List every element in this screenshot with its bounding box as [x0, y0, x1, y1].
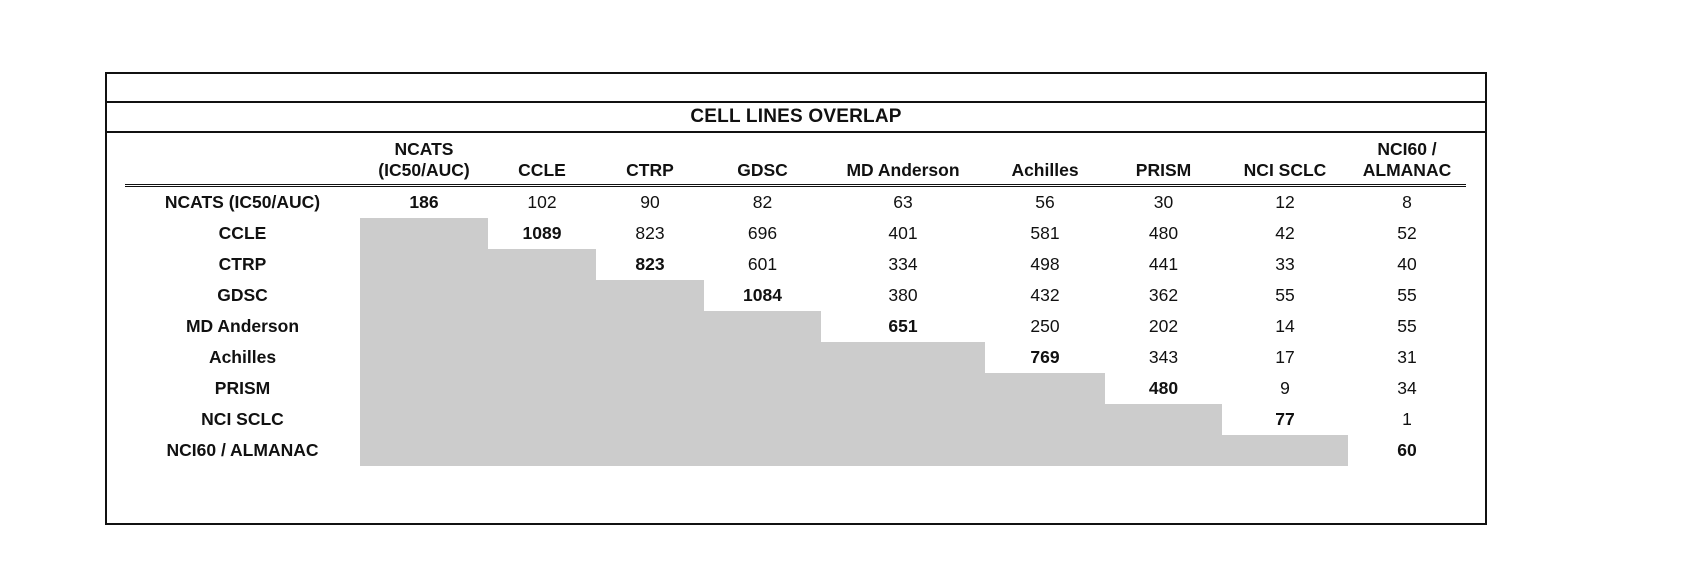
cell-nci60-almanac-ncats-shaded: [360, 435, 488, 466]
cell-gdsc-prism: 362: [1148, 284, 1179, 305]
cell-nci60-almanac-ccle-shaded: [488, 435, 596, 466]
cell-achilles-ctrp-shaded: [596, 342, 704, 373]
table-body: [125, 185, 1466, 466]
cell-prism-gdsc-shaded: [704, 373, 821, 404]
cell-ccle-ncats-shaded: [360, 218, 488, 249]
cell-ncats-achilles: 56: [1035, 191, 1055, 212]
table-row: [125, 249, 1466, 280]
cell-ccle-prism: 480: [1148, 222, 1179, 243]
cell-nci60-almanac-nci-sclc-shaded: [1222, 435, 1348, 466]
row-label-achilles: Achilles: [208, 346, 277, 367]
cell-nci-sclc-prism-shaded: [1105, 404, 1222, 435]
column-header-md-anderson: MD Anderson: [821, 139, 985, 185]
column-header-ccle: CCLE: [488, 139, 596, 185]
column-header-ncats-line1: NCATS: [394, 139, 454, 159]
cell-nci-sclc-nci-sclc: 77: [1275, 408, 1295, 429]
cell-ccle-ccle: 1089: [522, 222, 562, 243]
column-header-prism: PRISM: [1105, 139, 1222, 185]
column-header-nci60-almanac-line1: NCI60 /: [1377, 139, 1437, 159]
column-header-gdsc: GDSC: [704, 139, 821, 185]
row-label-prism: PRISM: [214, 377, 271, 398]
cell-achilles-ncats-shaded: [360, 342, 488, 373]
cell-ncats-ccle: 102: [527, 191, 557, 212]
cell-gdsc-nci-sclc: 55: [1275, 284, 1295, 305]
row-label-ccle: CCLE: [218, 222, 267, 243]
table-corner-cell: [125, 139, 360, 185]
cell-ncats-md-anderson: 63: [893, 191, 913, 212]
cell-nci60-almanac-prism-shaded: [1105, 435, 1222, 466]
cell-achilles-nci-sclc: 17: [1275, 346, 1295, 367]
cell-ctrp-md-anderson: 334: [888, 253, 918, 274]
row-label-nci-sclc: NCI SCLC: [201, 408, 284, 429]
page-title: CELL LINES OVERLAP: [690, 106, 902, 127]
cell-prism-md-anderson-shaded: [821, 373, 985, 404]
cell-prism-prism: 480: [1148, 377, 1179, 398]
table-title-band: [107, 103, 1485, 133]
cell-gdsc-ccle-shaded: [488, 280, 596, 311]
cell-md-anderson-prism: 202: [1148, 315, 1179, 336]
row-label-gdsc: GDSC: [217, 284, 268, 305]
cell-achilles-nci60-almanac: 31: [1397, 346, 1417, 367]
row-label-nci60-almanac: NCI60 / ALMANAC: [166, 439, 319, 460]
cell-ccle-md-anderson: 401: [888, 222, 918, 243]
cell-ctrp-achilles: 498: [1030, 253, 1060, 274]
cell-gdsc-gdsc: 1084: [743, 284, 782, 305]
cell-prism-achilles-shaded: [985, 373, 1105, 404]
cell-achilles-gdsc-shaded: [704, 342, 821, 373]
cell-gdsc-nci60-almanac: 55: [1397, 284, 1417, 305]
cell-gdsc-ncats-shaded: [360, 280, 488, 311]
table-row: [125, 280, 1466, 311]
column-header-nci60-almanac: [1348, 139, 1466, 185]
cell-nci-sclc-gdsc-shaded: [704, 404, 821, 435]
cell-gdsc-ctrp-shaded: [596, 280, 704, 311]
cell-md-anderson-md-anderson: 651: [888, 315, 918, 336]
cell-nci-sclc-ctrp-shaded: [596, 404, 704, 435]
table-row: [125, 373, 1466, 404]
cell-gdsc-achilles: 432: [1030, 284, 1060, 305]
cell-md-anderson-ctrp-shaded: [596, 311, 704, 342]
cell-prism-nci-sclc: 9: [1280, 377, 1290, 398]
row-label-ctrp: CTRP: [218, 253, 267, 274]
cell-achilles-achilles: 769: [1030, 346, 1060, 367]
table-header-row: [125, 139, 1466, 185]
table-row: [125, 218, 1466, 249]
cell-md-anderson-ncats-shaded: [360, 311, 488, 342]
cell-ctrp-ctrp: 823: [635, 253, 665, 274]
column-header-achilles: Achilles: [985, 139, 1105, 185]
cell-nci-sclc-ccle-shaded: [488, 404, 596, 435]
cell-md-anderson-achilles: 250: [1030, 315, 1060, 336]
cell-nci60-almanac-ctrp-shaded: [596, 435, 704, 466]
cell-ncats-ncats: 186: [409, 191, 439, 212]
cell-ctrp-prism: 441: [1148, 253, 1179, 274]
table-row: [125, 311, 1466, 342]
cell-lines-overlap-table-box: [105, 72, 1487, 525]
cell-nci60-almanac-nci60-almanac: 60: [1397, 439, 1417, 460]
cell-ctrp-ccle-shaded: [488, 249, 596, 280]
cell-md-anderson-gdsc-shaded: [704, 311, 821, 342]
cell-ctrp-nci-sclc: 33: [1275, 253, 1295, 274]
cell-nci60-almanac-md-anderson-shaded: [821, 435, 985, 466]
cell-ncats-nci-sclc: 12: [1275, 191, 1295, 212]
table-row: [125, 342, 1466, 373]
cell-ncats-nci60-almanac: 8: [1402, 191, 1412, 212]
cell-prism-ncats-shaded: [360, 373, 488, 404]
row-label-md-anderson: MD Anderson: [185, 315, 300, 336]
column-header-nci-sclc: NCI SCLC: [1222, 139, 1348, 185]
cell-nci60-almanac-gdsc-shaded: [704, 435, 821, 466]
cell-ctrp-gdsc: 601: [747, 253, 778, 274]
cell-md-anderson-nci-sclc: 14: [1275, 315, 1295, 336]
cell-ctrp-ncats-shaded: [360, 249, 488, 280]
table-row: [125, 404, 1466, 435]
cell-achilles-md-anderson-shaded: [821, 342, 985, 373]
cell-prism-ctrp-shaded: [596, 373, 704, 404]
table-row: [125, 185, 1466, 218]
cell-achilles-ccle-shaded: [488, 342, 596, 373]
cell-nci-sclc-ncats-shaded: [360, 404, 488, 435]
cell-achilles-prism: 343: [1148, 346, 1179, 367]
table-container: [107, 133, 1485, 466]
cell-ccle-ctrp: 823: [635, 222, 665, 243]
table-row: [125, 435, 1466, 466]
column-header-ncats: [360, 139, 488, 185]
cell-prism-nci60-almanac: 34: [1397, 377, 1417, 398]
cell-nci-sclc-achilles-shaded: [985, 404, 1105, 435]
cell-gdsc-md-anderson: 380: [888, 284, 918, 305]
cell-ccle-nci-sclc: 42: [1275, 222, 1295, 243]
column-header-nci60-almanac-line2: ALMANAC: [1362, 160, 1452, 181]
cell-ncats-gdsc: 82: [752, 191, 773, 212]
cell-nci-sclc-nci60-almanac: 1: [1402, 408, 1412, 429]
cell-prism-ccle-shaded: [488, 373, 596, 404]
cell-ncats-prism: 30: [1153, 191, 1174, 212]
overlap-matrix-table: [125, 139, 1466, 466]
cell-ctrp-nci60-almanac: 40: [1397, 253, 1417, 274]
cell-nci-sclc-md-anderson-shaded: [821, 404, 985, 435]
column-header-ncats-line2: (IC50/AUC): [378, 160, 470, 181]
table-top-empty-band: [107, 74, 1485, 103]
column-header-ctrp: CTRP: [596, 139, 704, 185]
cell-ccle-gdsc: 696: [747, 222, 778, 243]
cell-md-anderson-nci60-almanac: 55: [1397, 315, 1417, 336]
cell-ccle-achilles: 581: [1030, 222, 1060, 243]
cell-nci60-almanac-achilles-shaded: [985, 435, 1105, 466]
row-label-ncats: NCATS (IC50/AUC): [164, 191, 321, 212]
cell-ncats-ctrp: 90: [640, 191, 660, 212]
cell-ccle-nci60-almanac: 52: [1397, 222, 1417, 243]
cell-md-anderson-ccle-shaded: [488, 311, 596, 342]
